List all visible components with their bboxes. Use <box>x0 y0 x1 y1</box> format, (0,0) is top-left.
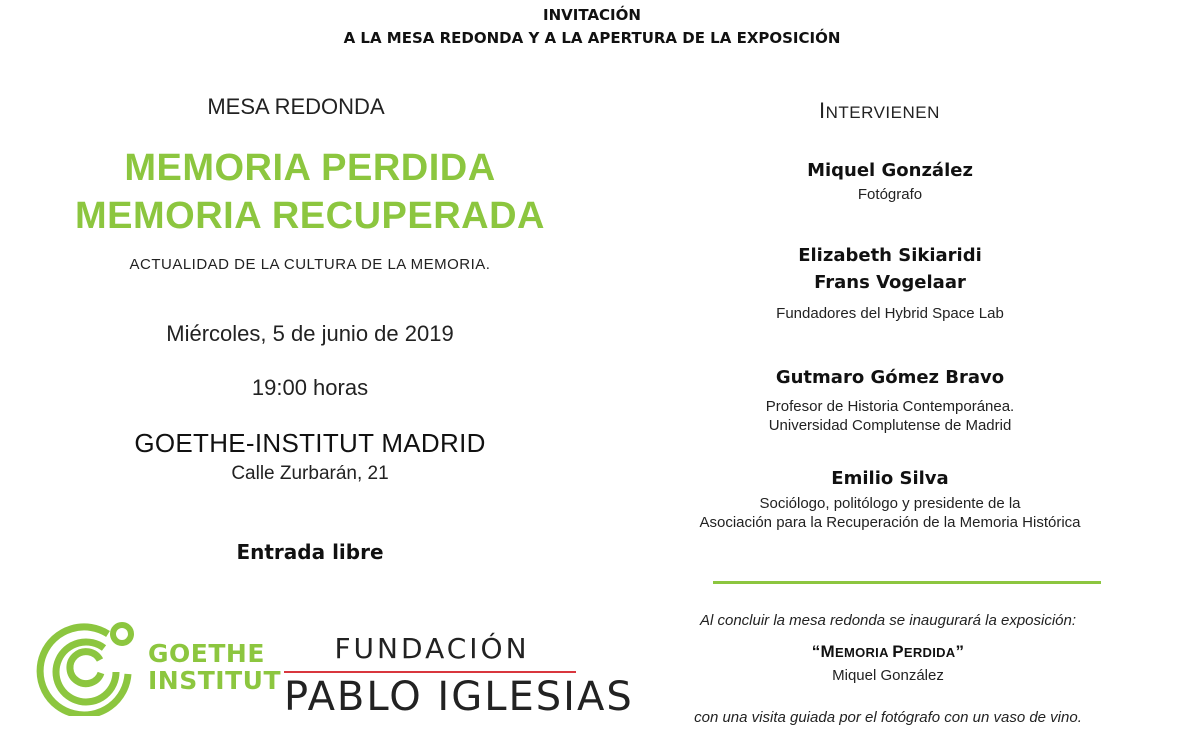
speaker-item <box>650 367 1130 434</box>
speaker-role: Asociación para la Recuperación de la Memoria Histórica <box>699 514 1081 531</box>
speakers-panel <box>592 0 1184 734</box>
goethe-spiral-icon <box>34 616 138 716</box>
fundacion-pablo-iglesias-logo <box>284 630 634 726</box>
event-kind: MESA REDONDA <box>207 94 385 119</box>
speaker-name: Miquel González <box>807 160 973 181</box>
speakers-heading-initial: I <box>819 98 826 123</box>
speaker-role: Profesor de Historia Contemporánea. <box>765 398 1015 415</box>
speakers-heading-rest: NTERVIENEN <box>825 103 940 122</box>
event-venue: GOETHE-INSTITUT MADRID <box>134 428 486 458</box>
speaker-name: Frans Vogelaar <box>814 272 966 293</box>
exhibition-title-part: ERDIDA <box>903 645 956 660</box>
exhibition-close-quote: ” <box>955 642 965 661</box>
fundacion-logo-bottom: PABLO IGLESIAS <box>284 674 634 720</box>
exhibition-title-initial: P <box>892 642 904 661</box>
speaker-name: Elizabeth Sikiaridi <box>798 245 982 266</box>
header-invitation: INVITACIÓN <box>543 6 641 24</box>
exhibition-title-part: EMORIA <box>834 645 893 660</box>
exhibition-title-initial: M <box>820 642 835 661</box>
section-divider <box>713 581 1101 584</box>
speaker-role: Sociólogo, politólogo y presidente de la <box>759 495 1021 512</box>
exhibition-closing: con una visita guiada por el fotógrafo con un vaso de vino. <box>694 709 1082 726</box>
fundacion-logo-top: FUNDACIÓN <box>334 632 530 665</box>
speaker-item <box>650 245 1130 322</box>
speaker-item <box>650 160 1130 203</box>
event-title-line2: MEMORIA RECUPERADA <box>75 195 545 237</box>
exhibition-open-quote: “ <box>811 642 821 661</box>
speaker-role: Universidad Complutense de Madrid <box>768 417 1012 434</box>
speaker-name: Gutmaro Gómez Bravo <box>775 367 1005 388</box>
header-subtitle: A LA MESA REDONDA Y A LA APERTURA DE LA EXPOSICIÓN <box>343 29 841 47</box>
goethe-institut-logo <box>34 616 281 716</box>
exhibition-author: Miquel González <box>832 667 944 684</box>
event-title-line1: MEMORIA PERDIDA <box>124 147 496 189</box>
event-entry: Entrada libre <box>236 540 384 564</box>
speaker-item <box>650 468 1130 531</box>
exhibition-intro: Al concluir la mesa redonda se inaugurará la exposición: <box>699 612 1077 629</box>
exhibition-title <box>592 642 1184 662</box>
speakers-heading <box>819 98 940 124</box>
goethe-logo-line2: INSTITUT <box>148 666 281 695</box>
event-subtitle: ACTUALIDAD DE LA CULTURA DE LA MEMORIA. <box>129 256 491 273</box>
speaker-name: Emilio Silva <box>831 468 949 489</box>
fundacion-logo-rule <box>284 671 576 673</box>
event-address: Calle Zurbarán, 21 <box>231 463 389 484</box>
goethe-logo-line1: GOETHE <box>148 639 265 668</box>
event-date: Miércoles, 5 de junio de 2019 <box>166 321 454 346</box>
goethe-logo-text <box>148 640 281 694</box>
event-time: 19:00 horas <box>251 375 369 400</box>
speaker-role: Fotógrafo <box>857 186 923 203</box>
speaker-role: Fundadores del Hybrid Space Lab <box>776 305 1004 322</box>
